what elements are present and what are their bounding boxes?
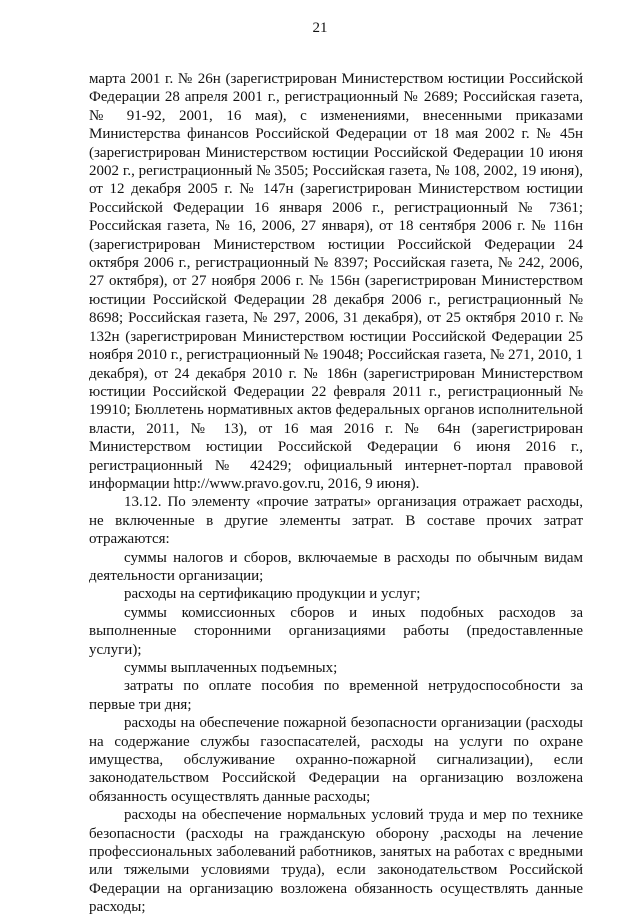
list-item-labor-safety: расходы на обеспечение нормальных условий труда и мер по технике безопасности (расходы на гражданскую оборону ,расходы на лечение профессиональных заболеваний работников, занятых на работах с вредными или тяжелыми условиями труда), если законодательством Российской Федерации на организацию возложена обязанность осуществлять данные расходы; [89,807,583,916]
list-item-relocation-allowance: суммы выплаченных подъемных; [124,660,338,676]
paragraph-order-references: марта 2001 г. № 26н (зарегистрирован Министерством юстиции Российской Федерации 28 апреля 2001 г., регистрационный № 2689; Российская газета, № 91-92, 2001, 16 мая), с изменениями, внесенными приказами Министерства финансов Российской Федерации от 18 мая 2002 г. № 45н (зарегистрирован Министерством юстиции Российской Федерации 10 июня 2002 г., регистрационный № 3505; Российская газета, № 108, 2002, 19 июня), от 12 декабря 2005 г. № 147н (зарегистрирован Министерством юстиции Российской Федерации 16 января 2006 г., регистрационный № 7361; Российская газета, № 16, 2006, 27 января), от 18 сентября 2006 г. № 116н (зарегистрирован Министерством юстиции Российской Федерации 24 октября 2006 г., регистрационный № 8397; Российская газета, № 242, 2006, 27 октября), от 27 ноября 2006 г. № 156н (зарегистрирован Министерством юстиции Российской Федерации 28 декабря 2006 г., регистрационный № 8698; Российская газета, № 297, 2006, 31 декабря), от 25 октября 2010 г. № 132н (зарегистрирован Министерством юстиции Российской Федерации 25 ноября 2010 г., регистрационный № 19048; Российская газета, № 271, 2010, 1 декабря), от 24 декабря 2010 г. № 186н (зарегистрирован Министерством юстиции Российской Федерации 22 февраля 2011 г., регистрационный № 19910; Бюллетень нормативных актов федеральных органов исполнительной власти, 2011, № 13), от 16 мая 2016 г. № 64н (зарегистрирован Министерством юстиции Российской Федерации 6 июня 2016 г., регистрационный № 42429; официальный интернет-портал правовой информации http://www.pravo.gov.ru, 2016, 9 июня). [89,71,583,492]
list-item-taxes: суммы налогов и сборов, включаемые в расходы по обычным видам деятельности организации; [89,549,583,584]
list-item-certification: расходы на сертификацию продукции и услуг; [124,586,421,603]
list-item-sick-leave: затраты по оплате пособия по временной нетрудоспособности за первые три дня; [89,678,583,713]
list-item-commissions: суммы комиссионных сборов и иных подобных расходов за выполненные сторонними организациями работы (предоставленные услуги); [89,604,583,658]
body-text [89,70,583,917]
paragraph-section-13-12: 13.12. По элементу «прочие затраты» организация отражает расходы, не включенные в другие элементы затрат. В составе прочих затрат отражаются: [89,494,583,548]
list-item-fire-safety: расходы на обеспечение пожарной безопасности организации (расходы на содержание службы газоспасателей, расходы на услуги по охране имущества, обслуживание охранно-пожарной сигнализации), если законодательством Российской Федерации на организацию возложена обязанность осуществлять данные расходы; [89,715,583,805]
page-number: 21 [312,20,328,36]
